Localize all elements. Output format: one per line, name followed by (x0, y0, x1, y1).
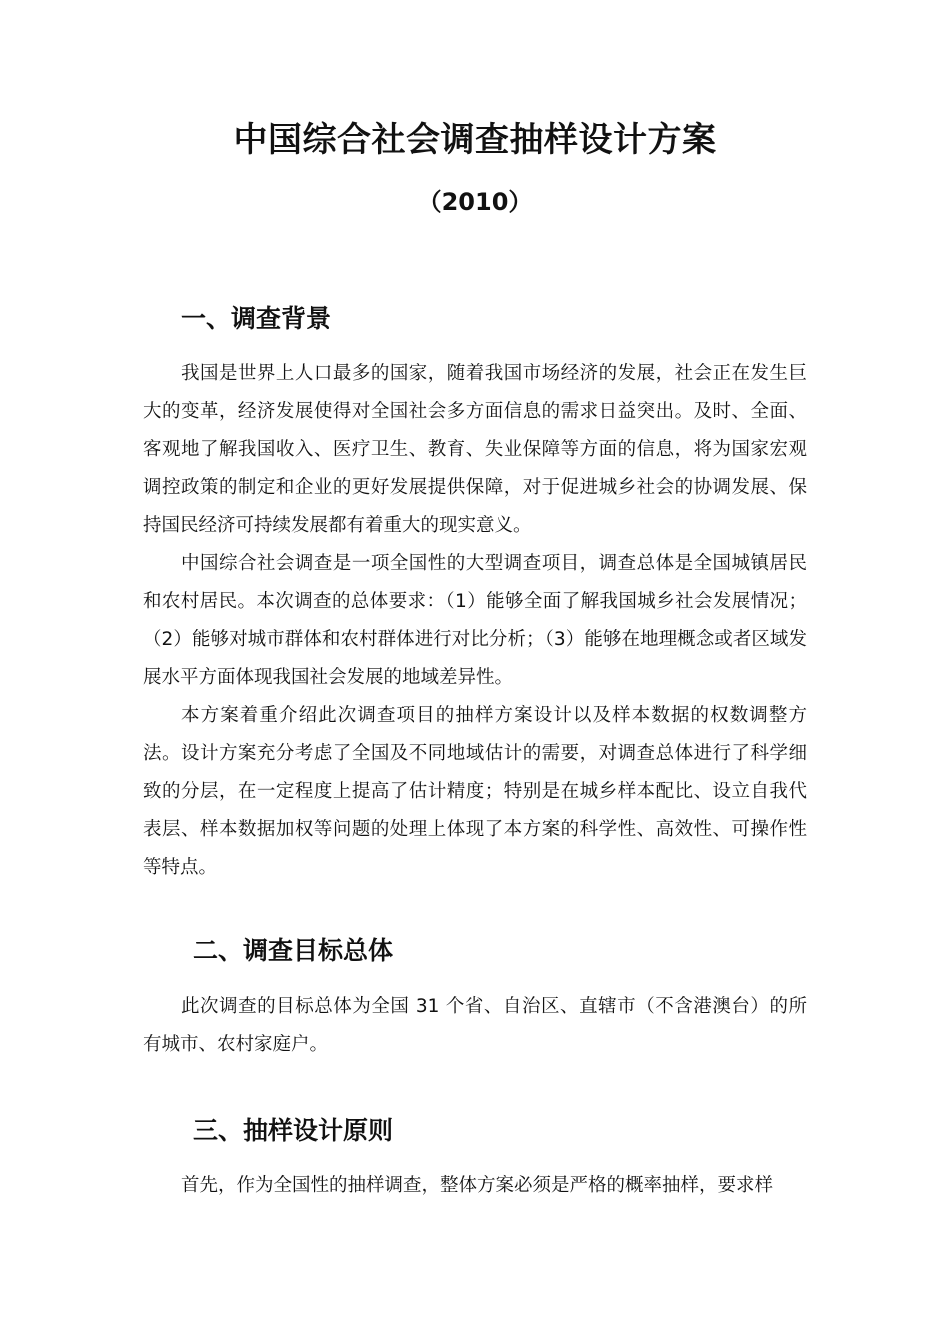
section-heading-target-population: 二、调查目标总体 (193, 936, 394, 965)
paragraph-background-1: 我国是世界上人口最多的国家，随着我国市场经济的发展，社会正在发生巨大的变革，经济发展使得对全国社会多方面信息的需求日益突出。及时、全面、客观地了解我国收入、医疗卫生、教育、失业保障等方面的信息，将为国家宏观调控政策的制定和企业的更好发展提供保障，对于促进城乡社会的协调发展、保持国民经济可持续发展都有着重大的现实意义。 (143, 363, 807, 536)
section-heading-background: 一、调查背景 (181, 304, 332, 333)
paragraph-target-population: 此次调查的目标总体为全国 31 个省、自治区、直辖市（不含港澳台）的所有城市、农村家庭户。 (143, 996, 807, 1055)
paragraph-background-3: 本方案着重介绍此次调查项目的抽样方案设计以及样本数据的权数调整方法。设计方案充分考虑了全国及不同地域估计的需要，对调查总体进行了科学细致的分层，在一定程度上提高了估计精度；特别是在城乡样本配比、设立自我代表层、样本数据加权等问题的处理上体现了本方案的科学性、高效性、可操作性等特点。 (143, 705, 807, 878)
paragraph-sampling-principles: 首先，作为全国性的抽样调查，整体方案必须是严格的概率抽样，要求样 (181, 1175, 774, 1196)
paragraph-background-2: 中国综合社会调查是一项全国性的大型调查项目，调查总体是全国城镇居民和农村居民。本次调查的总体要求：（1）能够全面了解我国城乡社会发展情况；（2）能够对城市群体和农村群体进行对比分析；（3）能够在地理概念或者区域发展水平方面体现我国社会发展的地域差异性。 (143, 553, 807, 688)
document-title: 中国综合社会调查抽样设计方案 (233, 120, 717, 160)
document-subtitle: （2010） (417, 188, 533, 216)
section-heading-sampling-principles: 三、抽样设计原则 (193, 1116, 394, 1145)
